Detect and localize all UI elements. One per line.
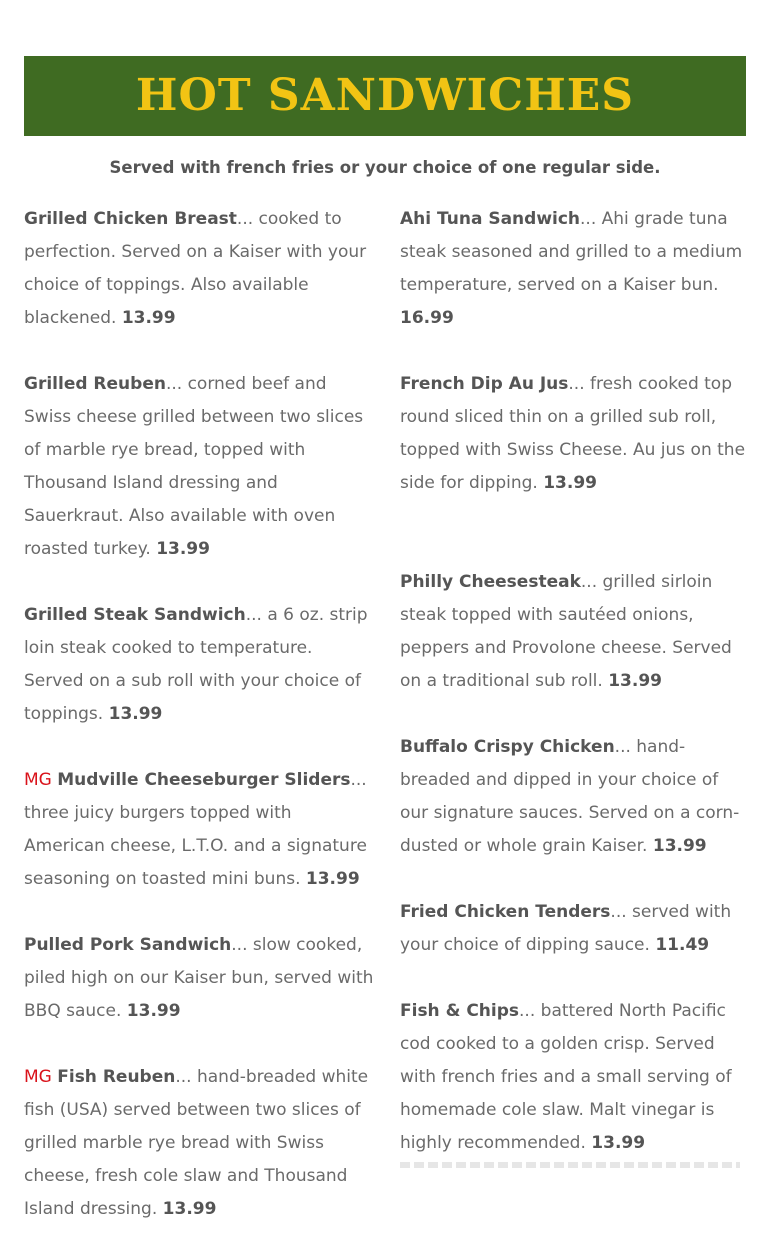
- section-banner: [24, 56, 746, 136]
- item-description: ... fresh cooked top round sliced thin on a grilled sub roll, topped with Swiss Cheese. Au jus on the side for dipping.: [400, 374, 746, 493]
- section-subtitle: Served with french fries or your choice of one regular side.: [109, 158, 661, 177]
- menu-item: [24, 368, 374, 566]
- menu-item: [24, 203, 374, 335]
- item-name: Grilled Steak Sandwich: [24, 605, 246, 625]
- item-name: Mudville Cheeseburger Sliders: [57, 770, 351, 790]
- item-price: 13.99: [156, 539, 210, 559]
- menu-item: [400, 368, 748, 500]
- mg-badge: MG: [24, 770, 52, 790]
- item-description: ... battered North Pacific cod cooked to a golden crisp. Served with french fries and a small serving of homemade cole slaw. Malt vinegar is highly recommended.: [400, 1001, 732, 1153]
- item-price: 11.49: [655, 935, 710, 955]
- item-name: Fish & Chips: [400, 1001, 520, 1021]
- item-price: 13.99: [305, 869, 360, 889]
- item-name: Grilled Reuben: [24, 374, 166, 394]
- section-title: HOT SANDWICHES: [135, 70, 635, 121]
- cutoff-text-fragment: [400, 1162, 740, 1168]
- menu-item: [24, 1061, 374, 1226]
- mg-badge: MG: [24, 1067, 52, 1087]
- menu-column-left: [24, 203, 374, 1259]
- item-price: 13.99: [543, 473, 597, 493]
- menu-item: [400, 566, 748, 698]
- item-description: ... a 6 oz. strip loin steak cooked to temperature. Served on a sub roll with your choice of toppings.: [24, 605, 368, 724]
- item-name: Pulled Pork Sandwich: [24, 935, 232, 955]
- item-description: ... grilled sirloin steak topped with sautéed onions, peppers and Provolone cheese. Served on a traditional sub roll.: [400, 572, 732, 691]
- item-description: ... hand-breaded and dipped in your choice of our signature sauces. Served on a corn-dusted or whole grain Kaiser.: [400, 737, 740, 856]
- item-description: ... Ahi grade tuna steak seasoned and grilled to a medium temperature, served on a Kaiser bun.: [400, 209, 743, 295]
- menu-item: [400, 731, 748, 863]
- item-description: ... cooked to perfection. Served on a Kaiser with your choice of toppings. Also available blackened.: [24, 209, 367, 328]
- item-name: Grilled Chicken Breast: [24, 209, 237, 229]
- item-price: 13.99: [652, 836, 707, 856]
- item-description: ... slow cooked, piled high on our Kaiser bun, served with BBQ sauce.: [24, 935, 374, 1021]
- menu-item: [24, 599, 374, 731]
- item-description: ... served with your choice of dipping sauce.: [400, 902, 732, 955]
- menu-item: [400, 995, 748, 1160]
- item-name: Philly Cheesesteak: [400, 572, 581, 592]
- item-description: ... corned beef and Swiss cheese grilled between two slices of marble rye bread, topped with Thousand Island dressing and Sauerkraut. Also available with oven roasted turkey.: [24, 374, 364, 559]
- menu-column-right: [400, 203, 748, 1193]
- item-name: Buffalo Crispy Chicken: [400, 737, 615, 757]
- item-name: French Dip Au Jus: [400, 374, 569, 394]
- item-name: Ahi Tuna Sandwich: [400, 209, 581, 229]
- item-description: ... three juicy burgers topped with American cheese, L.T.O. and a signature seasoning on toasted mini buns.: [24, 770, 367, 889]
- item-price: 13.99: [108, 704, 163, 724]
- next-item-cutoff: [400, 1160, 740, 1169]
- item-name: Fish Reuben: [57, 1067, 176, 1087]
- item-name: Fried Chicken Tenders: [400, 902, 611, 922]
- item-price: 13.99: [126, 1001, 181, 1021]
- item-price: 13.99: [121, 308, 176, 328]
- item-description: ... hand-breaded white fish (USA) served between two slices of grilled marble rye bread with Swiss cheese, fresh cole slaw and Thousand Island dressing.: [24, 1067, 369, 1219]
- menu-item: [24, 929, 374, 1028]
- item-price: 16.99: [400, 308, 454, 328]
- menu-item: [400, 896, 748, 962]
- item-price: 13.99: [608, 671, 662, 691]
- item-price: 13.99: [591, 1133, 646, 1153]
- menu-item: [400, 203, 748, 335]
- item-price: 13.99: [162, 1199, 217, 1219]
- menu-item: [24, 764, 374, 896]
